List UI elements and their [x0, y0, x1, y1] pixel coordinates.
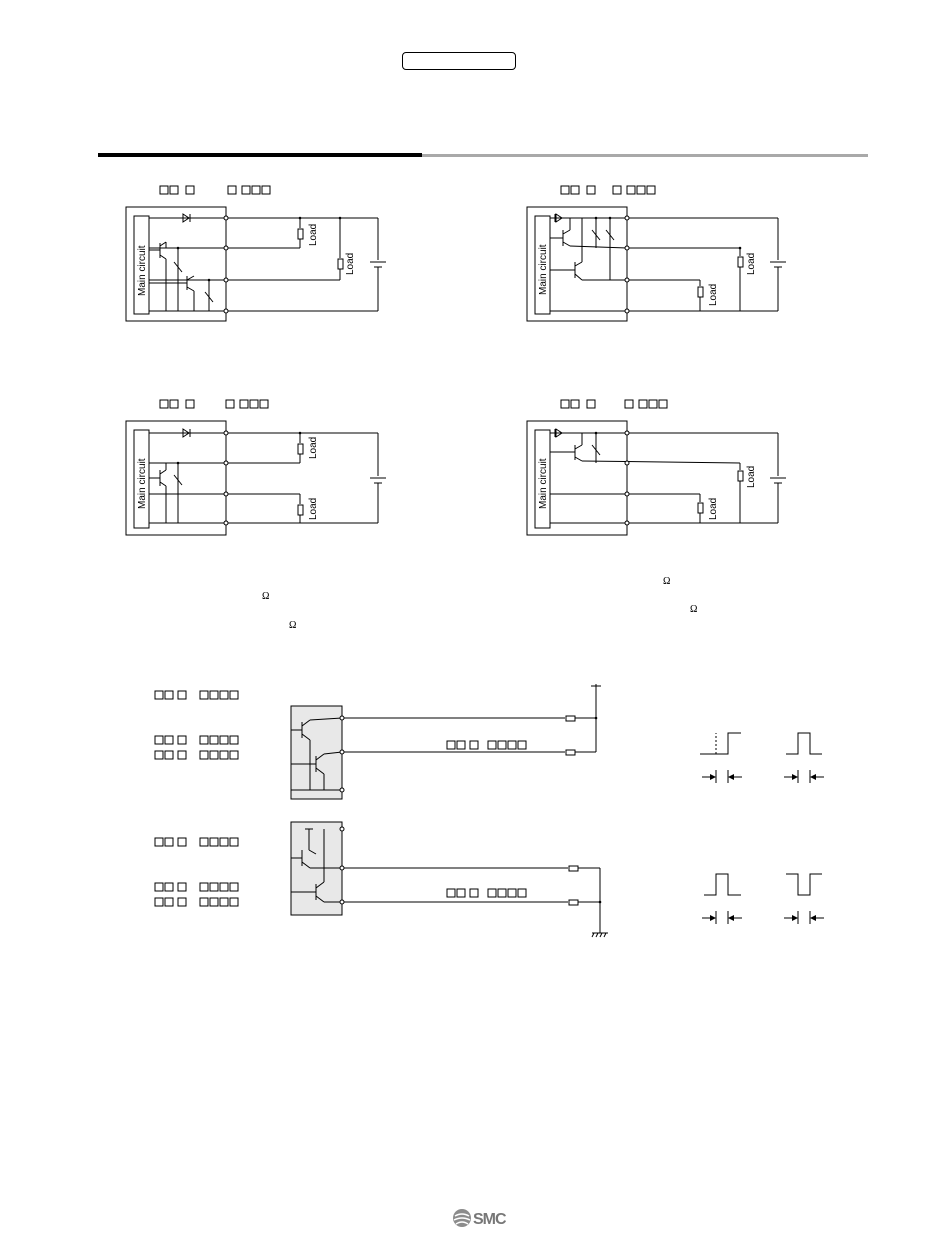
smc-logo — [452, 1207, 516, 1229]
main-circuit-label-3: Main circuit — [137, 458, 148, 509]
pulse-waveforms — [700, 733, 824, 924]
main-circuit-label-1: Main circuit — [137, 245, 148, 296]
ohm-symbol-4: Ω — [690, 604, 698, 615]
junction-dots — [177, 217, 742, 904]
main-circuit-label-2: Main circuit — [538, 244, 549, 295]
load-label-1a: Load — [308, 223, 319, 246]
ohm-symbol-3: Ω — [663, 576, 671, 587]
load-label-2a: Load — [746, 252, 757, 275]
load-label-3a: Load — [308, 436, 319, 459]
logo-text: SMC — [473, 1211, 506, 1228]
main-circuit-label-4: Main circuit — [538, 458, 549, 509]
ohm-symbol-2: Ω — [289, 620, 297, 631]
terminal-dots — [224, 216, 629, 904]
load-label-2b: Load — [708, 283, 719, 306]
load-label-4b: Load — [708, 497, 719, 520]
output-circuit-b — [155, 822, 608, 937]
circuit-diagram-3 — [126, 400, 386, 535]
load-label-3b: Load — [308, 497, 319, 520]
output-circuit-a — [155, 684, 601, 799]
ohm-symbol-1: Ω — [262, 591, 270, 602]
load-label-4a: Load — [746, 465, 757, 488]
load-label-1b: Load — [345, 252, 356, 275]
